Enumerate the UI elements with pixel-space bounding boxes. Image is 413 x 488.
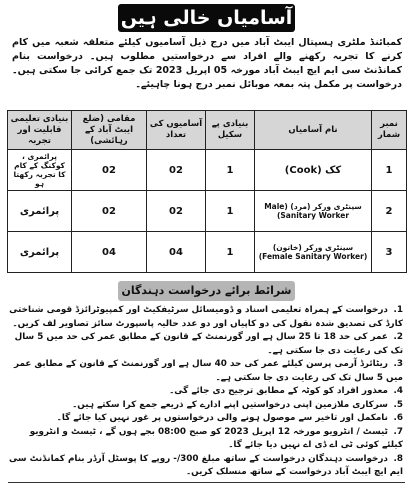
cell-sno: 1 — [372, 150, 407, 191]
header-count: آسامیوں کی تعداد — [147, 111, 206, 150]
list-item — [8, 358, 403, 385]
list-item — [8, 385, 403, 399]
item-number: 5. — [393, 399, 403, 410]
cell-bps: 1 — [206, 191, 255, 232]
item-number: 7. — [393, 426, 403, 437]
item-number: 1. — [393, 305, 403, 315]
cell-post: سینٹری ورکر (مرد) (Male Sanitary Worker) — [255, 191, 372, 232]
cell-post: کک (Cook) — [255, 150, 372, 191]
cell-qualification: پرائمری ، کوکنگ کے کام کا تجربہ رکھتا ہو — [8, 150, 72, 191]
list-item — [8, 426, 403, 453]
table-header-row — [8, 111, 407, 150]
table-row — [8, 150, 407, 191]
header-sno: نمبر شمار — [372, 111, 407, 150]
table-row — [8, 232, 407, 273]
item-number: 2. — [393, 332, 403, 342]
conditions-title: شرائط برائے درخواست دہندگان — [118, 281, 295, 301]
cell-count: 02 — [147, 150, 206, 191]
cell-sno: 2 — [372, 191, 407, 232]
cell-local: 02 — [72, 150, 147, 191]
cell-bps: 1 — [206, 232, 255, 273]
headline: آسامیاں خالی ہیں — [118, 4, 295, 32]
cell-qualification: پرائمری — [8, 232, 72, 273]
table-row — [8, 191, 407, 232]
header-bps: بنیادی پے سکیل — [206, 111, 255, 150]
cell-local: 02 — [72, 191, 147, 232]
cell-sno: 3 — [372, 232, 407, 273]
item-number: 8. — [393, 453, 403, 464]
conditions-list — [8, 304, 403, 480]
header-post: نام آسامیاں — [255, 111, 372, 150]
vacancies-table — [7, 110, 407, 273]
cell-qualification: پرائمری — [8, 191, 72, 232]
item-text: درخواست کے ہمراہ تعلیمی اسناد و ڈومیسائل سرٹیفکیٹ اور کمپیوٹرائزڈ قومی شناختی کارڈ کی تصدیق شدہ نقول کی دو کاپیاں اور دو عدد حالیہ پاسپورٹ سائز تصاویر لف کریں۔ — [9, 305, 403, 329]
bottom-rule — [8, 482, 405, 483]
list-item — [8, 453, 403, 480]
item-text: معذور افراد کو کوٹہ کے مطابق ترجیح دی جائے گی۔ — [169, 386, 388, 396]
intro-paragraph: کمبائنڈ ملٹری ہسپتال ایبٹ آباد میں درج ذیل آسامیوں کیلئے متعلقہ شعبہ میں کام کرنے کا تجربہ رکھنے والے افراد سے درخواستیں مطلوب ہیں۔ درخواست بنام کمانڈنٹ سی ایم ایچ ایبٹ آباد مورخہ 05 اپریل 2023 تک جمع کرائی جا سکتی ہیں۔ درخواست پر مکمل پتہ بمعہ موبائل نمبر درج ہونا چاہیئے۔ — [12, 37, 402, 90]
cell-bps: 1 — [206, 150, 255, 191]
header-local: مقامی (ضلع ایبٹ آباد کے رہائشی) — [72, 111, 147, 150]
list-item — [8, 412, 403, 426]
cell-count: 04 — [147, 232, 206, 273]
item-text: سرکاری ملازمین اپنی درخواستیں اپنے ادارے کے ذریعے جمع کرا سکتے ہیں۔ — [72, 399, 388, 410]
item-text: درخواست دہندگان درخواست کے ساتھ مبلغ 300/- روپے کا پوسٹل آرڈر بنام کمانڈنٹ سی ایم ایچ ایبٹ آباد درخواست کے ساتھ منسلک کریں۔ — [8, 453, 403, 477]
item-number: 3. — [393, 359, 403, 369]
item-text: ٹیسٹ / انٹرویو مورخہ 12 اپریل 2023 کو صبح 08:00 بجے ہوں گے ، ٹیسٹ و انٹرویو کیلئے کوئی ٹی اے ڈی اے نہیں دیا جائے گا۔ — [29, 426, 403, 450]
list-item — [8, 331, 403, 358]
item-number: 4. — [393, 386, 403, 396]
header-qualification: بنیادی تعلیمی قابلیت اور تجربہ — [8, 111, 72, 150]
item-number: 6. — [393, 413, 403, 423]
cell-local: 04 — [72, 232, 147, 273]
cell-post: سینٹری ورکر (خاتون) (Female Sanitary Worker) — [255, 232, 372, 273]
cell-count: 02 — [147, 191, 206, 232]
item-text: نامکمل اور تاخیر سے موصول ہونے والی درخواستوں پر غور نہیں کیا جائے گا۔ — [56, 413, 388, 423]
item-text: عمر کی حد 18 تا 25 سال ہے اور گورنمنٹ کے قانون کے مطابق عمر کی حد میں 5 سال تک کی رعایت دی جا سکتی ہے۔ — [14, 332, 403, 356]
item-text: ریٹائرڈ آرمی پرسن کیلئے عمر کی حد 40 سال ہے اور گورنمنٹ کے قانون کے مطابق عمر میں 5 سال تک کی رعایت دی جا سکتی ہے۔ — [13, 359, 403, 383]
list-item — [8, 399, 403, 413]
list-item — [8, 304, 403, 331]
